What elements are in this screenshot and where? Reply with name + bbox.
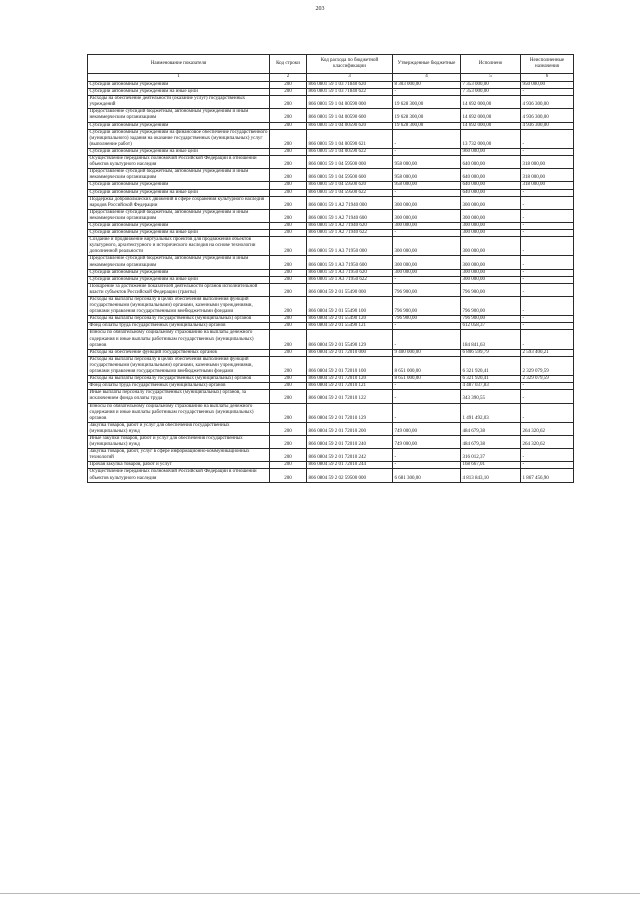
- table-row: [88, 82, 574, 89]
- line-code-cell: 200: [270, 109, 307, 122]
- classification-code-cell: 866 0801 59 1 04 00590 000: [307, 96, 393, 109]
- unexecuted-amount-cell: -: [521, 462, 574, 469]
- table-row: [88, 222, 574, 229]
- table-row: [88, 376, 574, 383]
- unexecuted-amount-cell: 4 936 300,00: [521, 109, 574, 122]
- approved-amount-cell: 19 628 300,00: [393, 96, 461, 109]
- table-row: [88, 209, 574, 222]
- executed-amount-cell: 13 732 000,00: [461, 129, 521, 148]
- column-number: 4: [393, 74, 461, 82]
- approved-amount-cell: 19 628 300,00: [393, 122, 461, 129]
- indicator-name-cell: Субсидии автономным учреждениям на иные цели: [88, 148, 270, 155]
- unexecuted-amount-cell: -: [521, 196, 574, 209]
- executed-amount-cell: 1 491 492,03: [461, 403, 521, 422]
- unexecuted-amount-cell: -: [521, 449, 574, 462]
- executed-amount-cell: 484 679,38: [461, 422, 521, 435]
- unexecuted-amount-cell: -: [521, 269, 574, 276]
- line-code-cell: 200: [270, 283, 307, 296]
- indicator-name-cell: Субсидии автономным учреждениям на иные цели: [88, 230, 270, 237]
- line-code-cell: 200: [270, 189, 307, 196]
- executed-amount-cell: 612 058,37: [461, 323, 521, 330]
- table-row: [88, 383, 574, 390]
- classification-code-cell: 866 0801 59 1 04 59500 622: [307, 189, 393, 196]
- header-row: [88, 55, 574, 74]
- classification-code-cell: 866 0804 59 2 01 55490 120: [307, 316, 393, 323]
- indicator-name-cell: Фонд оплаты труда государственных (муниципальных) органов: [88, 383, 270, 390]
- unexecuted-amount-cell: 318 000,00: [521, 156, 574, 169]
- classification-code-cell: 866 0804 59 2 01 55490 000: [307, 283, 393, 296]
- line-code-cell: 200: [270, 156, 307, 169]
- line-code-cell: 200: [270, 316, 307, 323]
- approved-amount-cell: 300 000,00: [393, 209, 461, 222]
- approved-amount-cell: -: [393, 449, 461, 462]
- classification-code-cell: 866 0801 59 1 04 00590 622: [307, 148, 393, 155]
- indicator-name-cell: Иные закупки товаров, работ и услуг для обеспечения государственных (муниципальных) нужд: [88, 435, 270, 448]
- executed-amount-cell: 796 900,00: [461, 297, 521, 316]
- indicator-name-cell: Фонд оплаты труда государственных (муниципальных) органов: [88, 323, 270, 330]
- line-code-cell: 200: [270, 196, 307, 209]
- executed-amount-cell: 316 012,37: [461, 449, 521, 462]
- table-row: [88, 156, 574, 169]
- line-code-cell: 200: [270, 462, 307, 469]
- column-number: 5: [461, 74, 521, 82]
- indicator-name-cell: Осуществление переданных полномочий Российской Федерации в отношении объектов культурного наследия: [88, 469, 270, 482]
- table-row: [88, 356, 574, 375]
- approved-amount-cell: -: [393, 276, 461, 283]
- table-row: [88, 469, 574, 482]
- page-number: 203: [315, 6, 325, 12]
- indicator-name-cell: Взносы по обязательному социальному страхованию на выплаты денежного содержания и иные выплаты работникам государственных (муниципальных) органов: [88, 403, 270, 422]
- column-number: 3: [307, 74, 393, 82]
- indicator-name-cell: Расходы на выплаты персоналу в целях обеспечения выполнения функций государственными (муниципальными) органами, казенными учреждениями, органами управления государственными внебюджетными фондами: [88, 356, 270, 375]
- table-row: [88, 283, 574, 296]
- unexecuted-amount-cell: -: [521, 129, 574, 148]
- indicator-name-cell: Предоставление субсидий бюджетным, автономным учреждениям и иным некоммерческим организациям: [88, 256, 270, 269]
- line-code-cell: 200: [270, 256, 307, 269]
- line-code-cell: 200: [270, 222, 307, 229]
- table-row: [88, 122, 574, 129]
- executed-amount-cell: 7 353 000,00: [461, 89, 521, 96]
- indicator-name-cell: Субсидии автономным учреждениям: [88, 182, 270, 189]
- approved-amount-cell: 749 000,00: [393, 435, 461, 448]
- indicator-name-cell: Расходы на обеспечение деятельности (оказание услуг) государственных учреждений: [88, 96, 270, 109]
- table-row: [88, 422, 574, 435]
- classification-code-cell: 866 0801 59 1 A3 71950 000: [307, 237, 393, 256]
- unexecuted-amount-cell: -: [521, 148, 574, 155]
- classification-code-cell: 866 0804 59 2 01 55490 121: [307, 323, 393, 330]
- indicator-name-cell: Субсидии автономным учреждениям: [88, 82, 270, 89]
- executed-amount-cell: 640 000,00: [461, 189, 521, 196]
- executed-amount-cell: 343 390,55: [461, 390, 521, 403]
- line-code-cell: 200: [270, 403, 307, 422]
- unexecuted-amount-cell: -: [521, 330, 574, 349]
- classification-code-cell: 866 0804 59 2 01 72010 122: [307, 390, 393, 403]
- approved-amount-cell: -: [393, 323, 461, 330]
- table-row: [88, 169, 574, 182]
- indicator-name-cell: Закупка товаров, работ и услуг для обеспечения государственных (муниципальных) нужд: [88, 422, 270, 435]
- indicator-name-cell: Предоставление субсидий бюджетным, автономным учреждениям и иным некоммерческим организациям: [88, 209, 270, 222]
- indicator-name-cell: Субсидии автономным учреждениям: [88, 269, 270, 276]
- unexecuted-amount-cell: 2 329 079,59: [521, 376, 574, 383]
- approved-amount-cell: -: [393, 189, 461, 196]
- unexecuted-amount-cell: -: [521, 297, 574, 316]
- executed-amount-cell: 4 487 037,83: [461, 383, 521, 390]
- table-row: [88, 462, 574, 469]
- indicator-name-cell: Прочая закупка товаров, работ и услуг: [88, 462, 270, 469]
- unexecuted-amount-cell: -: [521, 256, 574, 269]
- approved-amount-cell: 300 000,00: [393, 256, 461, 269]
- line-code-cell: 200: [270, 148, 307, 155]
- line-code-cell: 200: [270, 209, 307, 222]
- approved-amount-cell: 8 651 000,00: [393, 356, 461, 375]
- table-row: [88, 316, 574, 323]
- table-row: [88, 349, 574, 356]
- line-code-cell: 200: [270, 82, 307, 89]
- indicator-name-cell: Субсидии автономным учреждениям: [88, 222, 270, 229]
- classification-code-cell: 866 0804 59 2 01 72010 100: [307, 356, 393, 375]
- classification-code-cell: 866 0801 59 1 03 71840 620: [307, 82, 393, 89]
- scan-edge-line: [0, 893, 640, 894]
- classification-code-cell: 866 0804 59 2 01 72010 244: [307, 462, 393, 469]
- executed-amount-cell: 14 692 000,00: [461, 109, 521, 122]
- table-row: [88, 330, 574, 349]
- classification-code-cell: 866 0804 59 2 01 72010 240: [307, 435, 393, 448]
- table-row: [88, 323, 574, 330]
- classification-code-cell: 866 0801 59 1 A2 71940 000: [307, 196, 393, 209]
- line-code-cell: 200: [270, 230, 307, 237]
- line-code-cell: 200: [270, 122, 307, 129]
- approved-amount-cell: -: [393, 148, 461, 155]
- executed-amount-cell: 14 692 000,00: [461, 96, 521, 109]
- approved-amount-cell: 6 681 300,00: [393, 469, 461, 482]
- executed-amount-cell: 300 000,00: [461, 230, 521, 237]
- executed-amount-cell: 6 321 920,41: [461, 376, 521, 383]
- classification-code-cell: 866 0804 59 2 01 72010 200: [307, 422, 393, 435]
- classification-code-cell: 866 0801 59 1 03 71840 622: [307, 89, 393, 96]
- classification-code-cell: 866 0804 59 2 01 55490 100: [307, 297, 393, 316]
- indicator-name-cell: Закупка товаров, работ, услуг в сфере информационно-коммуникационных технологий: [88, 449, 270, 462]
- table-row: [88, 109, 574, 122]
- unexecuted-amount-cell: 264 320,62: [521, 435, 574, 448]
- indicator-name-cell: Иные выплаты персоналу государственных (муниципальных) органов, за исключением фонда оплаты труда: [88, 390, 270, 403]
- indicator-name-cell: Создание и продвижение виртуальных проектов для продвижения объектов культурного, архитектурного и исторического наследия на основе технологии дополненной реальности: [88, 237, 270, 256]
- executed-amount-cell: 484 679,38: [461, 435, 521, 448]
- table-row: [88, 89, 574, 96]
- column-number: 1: [88, 74, 270, 82]
- classification-code-cell: 866 0801 59 1 04 00590 621: [307, 129, 393, 148]
- executed-amount-cell: 300 000,00: [461, 269, 521, 276]
- approved-amount-cell: 8 651 000,00: [393, 376, 461, 383]
- approved-amount-cell: 749 000,00: [393, 422, 461, 435]
- approved-amount-cell: 300 000,00: [393, 222, 461, 229]
- executed-amount-cell: 300 000,00: [461, 196, 521, 209]
- line-code-cell: 200: [270, 349, 307, 356]
- table-row: [88, 237, 574, 256]
- unexecuted-amount-cell: 318 000,00: [521, 182, 574, 189]
- approved-amount-cell: 19 628 300,00: [393, 109, 461, 122]
- line-code-cell: 200: [270, 182, 307, 189]
- classification-code-cell: 866 0804 59 2 02 59500 000: [307, 469, 393, 482]
- approved-amount-cell: -: [393, 330, 461, 349]
- line-code-cell: 200: [270, 469, 307, 482]
- unexecuted-amount-cell: 4 936 300,00: [521, 122, 574, 129]
- approved-amount-cell: -: [393, 129, 461, 148]
- classification-code-cell: 866 0801 59 1 04 00590 600: [307, 109, 393, 122]
- column-number-row: [88, 74, 574, 82]
- line-code-cell: 200: [270, 422, 307, 435]
- unexecuted-amount-cell: -: [521, 316, 574, 323]
- indicator-name-cell: Предоставление субсидий бюджетным, автономным учреждениям и иным некоммерческим организациям: [88, 109, 270, 122]
- executed-amount-cell: 6 806 599,79: [461, 349, 521, 356]
- approved-amount-cell: 958 000,00: [393, 182, 461, 189]
- approved-amount-cell: 958 000,00: [393, 156, 461, 169]
- approved-amount-cell: 300 000,00: [393, 196, 461, 209]
- line-code-cell: 200: [270, 449, 307, 462]
- classification-code-cell: 866 0801 59 1 04 59500 620: [307, 182, 393, 189]
- classification-code-cell: 866 0801 59 1 A3 71950 622: [307, 276, 393, 283]
- executed-amount-cell: 960 000,00: [461, 148, 521, 155]
- unexecuted-amount-cell: 264 320,62: [521, 422, 574, 435]
- approved-amount-cell: 9 400 000,00: [393, 349, 461, 356]
- approved-amount-cell: 796 900,00: [393, 316, 461, 323]
- line-code-cell: 200: [270, 297, 307, 316]
- line-code-cell: 200: [270, 89, 307, 96]
- unexecuted-amount-cell: -: [521, 390, 574, 403]
- line-code-cell: 200: [270, 390, 307, 403]
- table-row: [88, 96, 574, 109]
- column-number: 6: [521, 74, 574, 82]
- approved-amount-cell: -: [393, 403, 461, 422]
- indicator-name-cell: Расходы на обеспечение функций государственных органов: [88, 349, 270, 356]
- executed-amount-cell: 4 813 843,10: [461, 469, 521, 482]
- column-number: 2: [270, 74, 307, 82]
- line-code-cell: 200: [270, 96, 307, 109]
- table-row: [88, 276, 574, 283]
- unexecuted-amount-cell: 1 867 456,90: [521, 469, 574, 482]
- table-row: [88, 148, 574, 155]
- classification-code-cell: 866 0804 59 2 01 72010 120: [307, 376, 393, 383]
- executed-amount-cell: 14 692 000,00: [461, 122, 521, 129]
- table-row: [88, 129, 574, 148]
- unexecuted-amount-cell: 318 000,00: [521, 169, 574, 182]
- approved-amount-cell: -: [393, 89, 461, 96]
- approved-amount-cell: 300 000,00: [393, 237, 461, 256]
- unexecuted-amount-cell: 950 000,00: [521, 82, 574, 89]
- indicator-name-cell: Субсидии автономным учреждениям: [88, 122, 270, 129]
- executed-amount-cell: 300 000,00: [461, 209, 521, 222]
- table-row: [88, 189, 574, 196]
- executed-amount-cell: 300 000,00: [461, 222, 521, 229]
- unexecuted-amount-cell: -: [521, 283, 574, 296]
- classification-code-cell: 866 0804 59 2 01 72010 121: [307, 383, 393, 390]
- classification-code-cell: 866 0801 59 1 04 59500 600: [307, 169, 393, 182]
- line-code-cell: 200: [270, 269, 307, 276]
- indicator-name-cell: Субсидии автономным учреждениям на иные цели: [88, 276, 270, 283]
- table-row: [88, 390, 574, 403]
- unexecuted-amount-cell: -: [521, 189, 574, 196]
- header-approved: Утвержденные бюджетные: [393, 55, 461, 74]
- line-code-cell: 200: [270, 376, 307, 383]
- unexecuted-amount-cell: -: [521, 230, 574, 237]
- line-code-cell: 200: [270, 169, 307, 182]
- classification-code-cell: 866 0801 59 1 A3 71950 620: [307, 269, 393, 276]
- classification-code-cell: 866 0801 59 1 A2 71940 622: [307, 230, 393, 237]
- header-executed: Исполнено: [461, 55, 521, 74]
- unexecuted-amount-cell: 2 593 400,21: [521, 349, 574, 356]
- approved-amount-cell: 300 000,00: [393, 269, 461, 276]
- classification-code-cell: 866 0801 59 1 A2 71940 600: [307, 209, 393, 222]
- line-code-cell: 200: [270, 129, 307, 148]
- approved-amount-cell: 958 000,00: [393, 169, 461, 182]
- line-code-cell: 200: [270, 237, 307, 256]
- header-line-code: Код строки: [270, 55, 307, 74]
- table-row: [88, 230, 574, 237]
- unexecuted-amount-cell: -: [521, 237, 574, 256]
- approved-amount-cell: 8 303 000,00: [393, 82, 461, 89]
- indicator-name-cell: Расходы на выплаты персоналу в целях обеспечения выполнения функций государственными (муниципальными) органами, казенными учреждениями, органами управления государственными внебюджетными фондами: [88, 297, 270, 316]
- table-row: [88, 403, 574, 422]
- approved-amount-cell: -: [393, 390, 461, 403]
- line-code-cell: 200: [270, 383, 307, 390]
- table-row: [88, 196, 574, 209]
- table-row: [88, 269, 574, 276]
- unexecuted-amount-cell: -: [521, 222, 574, 229]
- unexecuted-amount-cell: -: [521, 209, 574, 222]
- approved-amount-cell: -: [393, 462, 461, 469]
- line-code-cell: 200: [270, 276, 307, 283]
- executed-amount-cell: 640 000,00: [461, 156, 521, 169]
- table-row: [88, 256, 574, 269]
- executed-amount-cell: 7 353 000,00: [461, 82, 521, 89]
- indicator-name-cell: Осуществление переданных полномочий Российской Федерации в отношении объектов культурного наследия: [88, 156, 270, 169]
- header-classification-code: Код расхода по бюджетной классификации: [307, 55, 393, 74]
- budget-execution-table: [87, 54, 574, 483]
- table-row: [88, 435, 574, 448]
- unexecuted-amount-cell: -: [521, 323, 574, 330]
- classification-code-cell: 866 0801 59 1 A2 71940 620: [307, 222, 393, 229]
- executed-amount-cell: 640 000,00: [461, 169, 521, 182]
- executed-amount-cell: 6 321 920,41: [461, 356, 521, 375]
- header-unexecuted: Неисполненные назначения: [521, 55, 574, 74]
- classification-code-cell: 866 0801 59 1 A3 71950 600: [307, 256, 393, 269]
- classification-code-cell: 866 0804 59 2 01 72010 242: [307, 449, 393, 462]
- executed-amount-cell: 168 667,01: [461, 462, 521, 469]
- line-code-cell: 200: [270, 330, 307, 349]
- classification-code-cell: 866 0804 59 2 01 72010 129: [307, 403, 393, 422]
- indicator-name-cell: Поощрение за достижение показателей деятельности органов исполнительной власти субъектов Российской Федерации (гранты): [88, 283, 270, 296]
- indicator-name-cell: Взносы по обязательному социальному страхованию на выплаты денежного содержания и иные выплаты работникам государственных (муниципальных) органов: [88, 330, 270, 349]
- indicator-name-cell: Поддержка добровольческих движений в сфере сохранения культурного наследия народов Российской Федерации: [88, 196, 270, 209]
- unexecuted-amount-cell: 4 936 300,00: [521, 96, 574, 109]
- approved-amount-cell: -: [393, 230, 461, 237]
- executed-amount-cell: 640 000,00: [461, 182, 521, 189]
- indicator-name-cell: Предоставление субсидий бюджетным, автономным учреждениям и иным некоммерческим организациям: [88, 169, 270, 182]
- table-row: [88, 449, 574, 462]
- unexecuted-amount-cell: -: [521, 89, 574, 96]
- line-code-cell: 200: [270, 435, 307, 448]
- classification-code-cell: 866 0801 59 1 04 59500 000: [307, 156, 393, 169]
- table-row: [88, 182, 574, 189]
- executed-amount-cell: 300 000,00: [461, 237, 521, 256]
- unexecuted-amount-cell: -: [521, 383, 574, 390]
- indicator-name-cell: Расходы на выплаты персоналу государственных (муниципальных) органов: [88, 316, 270, 323]
- unexecuted-amount-cell: -: [521, 276, 574, 283]
- approved-amount-cell: 796 900,00: [393, 283, 461, 296]
- table-body: [88, 82, 574, 483]
- approved-amount-cell: 796 900,00: [393, 297, 461, 316]
- indicator-name-cell: Расходы на выплаты персоналу государственных (муниципальных) органов: [88, 376, 270, 383]
- classification-code-cell: 866 0804 59 2 01 55490 129: [307, 330, 393, 349]
- classification-code-cell: 866 0804 59 2 01 72010 000: [307, 349, 393, 356]
- header-indicator-name: Наименование показателя: [88, 55, 270, 74]
- indicator-name-cell: Субсидии автономным учреждениям на иные цели: [88, 89, 270, 96]
- classification-code-cell: 866 0801 59 1 04 00590 620: [307, 122, 393, 129]
- executed-amount-cell: 796 900,00: [461, 283, 521, 296]
- unexecuted-amount-cell: 2 329 079,59: [521, 356, 574, 375]
- indicator-name-cell: Субсидии автономным учреждениям на иные цели: [88, 189, 270, 196]
- table-row: [88, 297, 574, 316]
- executed-amount-cell: 796 900,00: [461, 316, 521, 323]
- executed-amount-cell: 300 000,00: [461, 276, 521, 283]
- approved-amount-cell: -: [393, 383, 461, 390]
- unexecuted-amount-cell: -: [521, 403, 574, 422]
- line-code-cell: 200: [270, 356, 307, 375]
- line-code-cell: 200: [270, 323, 307, 330]
- executed-amount-cell: 184 841,63: [461, 330, 521, 349]
- indicator-name-cell: Субсидии автономным учреждениям на финансовое обеспечение государственного (муниципального) задания на оказание государственных (муниципальных) услуг (выполнение работ): [88, 129, 270, 148]
- executed-amount-cell: 300 000,00: [461, 256, 521, 269]
